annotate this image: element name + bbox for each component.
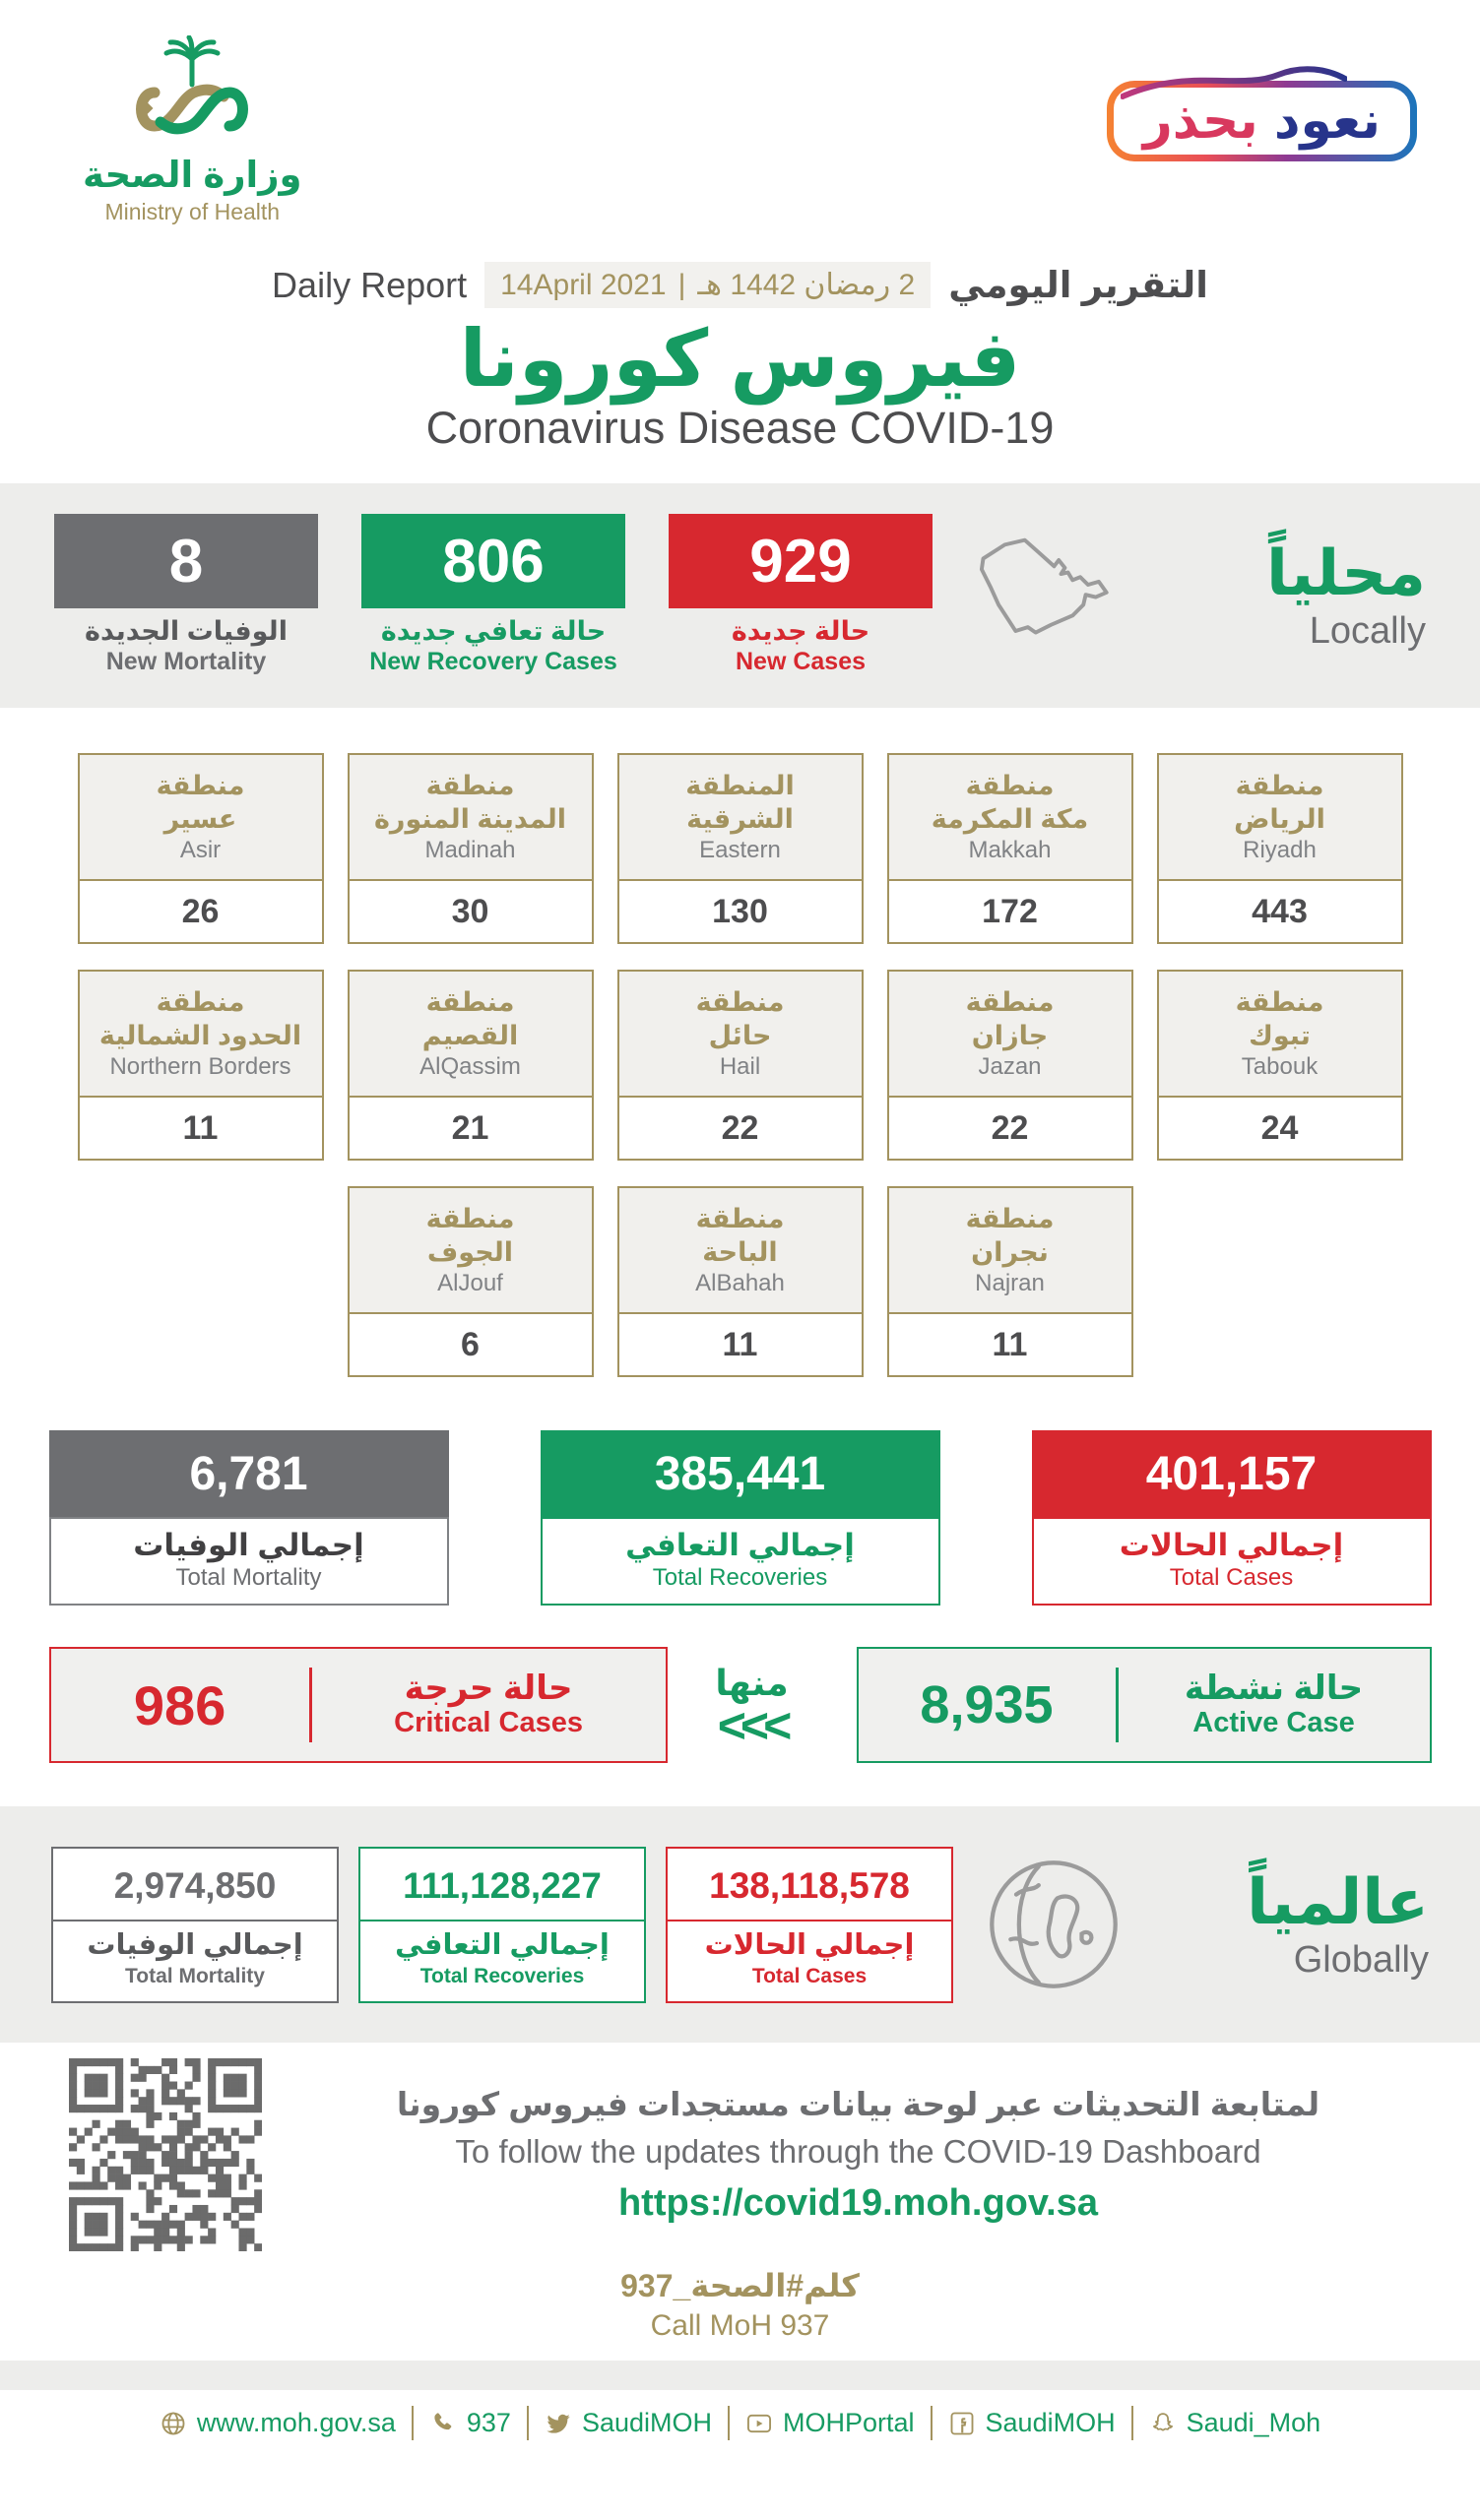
date-separator: | — [677, 268, 686, 301]
region-card-albahah — [617, 1186, 864, 1377]
region-name-ar-line2: الرياض — [1234, 803, 1325, 834]
region-name-en: Najran — [975, 1270, 1045, 1297]
moh-logo-english: Ministry of Health — [104, 199, 281, 224]
region-name-ar-line2: حائل — [708, 1020, 772, 1050]
twitter-icon — [545, 2410, 572, 2437]
region-card-header — [80, 972, 322, 1098]
region-name-ar-line2: مكة المكرمة — [931, 803, 1089, 834]
region-name-en: Hail — [719, 1053, 761, 1081]
region-albahah-new-cases: 11 — [722, 1325, 758, 1363]
moh-logo — [83, 35, 302, 225]
region-name-ar-line2: الجوف — [426, 1236, 514, 1267]
snapchat-icon — [1149, 2410, 1177, 2437]
footer-item-label: SaudiMOH — [985, 2408, 1116, 2438]
region-tabouk-new-cases: 24 — [1260, 1108, 1299, 1147]
footer-item-label: www.moh.gov.sa — [196, 2408, 396, 2438]
footer-divider-band — [0, 2361, 1480, 2390]
region-card-header — [619, 755, 862, 881]
region-card-northern-borders — [78, 970, 324, 1161]
local-heading — [1266, 538, 1426, 652]
region-card-header — [889, 755, 1131, 881]
region-name-ar-line2: الحدود الشمالية — [98, 1020, 302, 1050]
region-card-makkah — [887, 753, 1133, 944]
global-heading-arabic: عالمياً — [1247, 1866, 1429, 1938]
local-totals-row — [49, 1430, 1432, 1606]
footer-item-label: MOHPortal — [783, 2408, 915, 2438]
stat-new-mortality — [54, 514, 318, 677]
moh-logo-arabic: وزارة الصحة — [83, 155, 302, 195]
region-name-ar-line2: تبوك — [1249, 1020, 1311, 1050]
dashboard-text-english: To follow the updates through the COVID-19 Dashboard — [455, 2133, 1261, 2171]
footer-item-label: 937 — [466, 2408, 511, 2438]
total-recoveries — [541, 1430, 940, 1606]
footer-item-label: SaudiMOH — [581, 2408, 712, 2438]
region-row — [71, 1186, 1410, 1377]
region-name-ar-line1: منطقة — [425, 1203, 515, 1233]
stat-new-cases-label-ar: حالة جديدة — [731, 616, 870, 647]
case-breakdown-row — [49, 1647, 1432, 1763]
critical-cases-box — [49, 1647, 668, 1763]
region-card-hail — [617, 970, 864, 1161]
daily-report-label: Daily Report — [272, 264, 468, 305]
global-heading — [1247, 1867, 1429, 1981]
region-name-en: AlQassim — [419, 1053, 521, 1081]
dashboard-text-arabic: لمتابعة التحديثات عبر لوحة بيانات مستجدات فيروس كورونا — [396, 2086, 1320, 2123]
region-name-ar-line1: منطقة — [695, 986, 785, 1017]
call-moh-english: Call MoH 937 — [650, 2309, 830, 2343]
region-name-en: Jazan — [978, 1053, 1042, 1081]
region-name-en: Northern Borders — [109, 1053, 291, 1081]
total-mortality-value: 6,781 — [49, 1430, 449, 1517]
total-mortality-label: إجمالي الوفيات Total Mortality — [49, 1517, 449, 1606]
active-cases-label-ar: حالة نشطة — [1184, 1669, 1364, 1707]
region-northern-borders-new-cases: 11 — [182, 1108, 219, 1147]
region-card-header — [1159, 755, 1401, 881]
footer-item-937[interactable] — [412, 2406, 527, 2440]
critical-cases-label-ar: حالة حرجة — [404, 1669, 573, 1707]
total-mortality — [49, 1430, 449, 1606]
region-name-ar-line1: منطقة — [965, 770, 1055, 800]
region-name-ar-line1: منطقة — [1235, 986, 1324, 1017]
region-name-en: Asir — [179, 837, 222, 864]
youtube-icon — [745, 2410, 773, 2437]
region-name-en: Tabouk — [1241, 1053, 1319, 1081]
global-heading-english: Globally — [1293, 1938, 1429, 1981]
stat-new-cases — [669, 514, 933, 677]
region-madinah-new-cases: 30 — [451, 892, 489, 930]
region-eastern-new-cases: 130 — [712, 892, 768, 930]
daily-report-label-arabic: التقرير اليومي — [948, 265, 1208, 305]
region-card-najran — [887, 1186, 1133, 1377]
footer-item-www-moh-gov-sa[interactable] — [144, 2406, 412, 2440]
region-card-header — [80, 755, 322, 881]
footer-item-saudimoh[interactable] — [931, 2406, 1131, 2440]
moh-emblem-icon — [109, 35, 275, 152]
region-hail-new-cases: 22 — [721, 1108, 759, 1147]
global-total-mortality-value: 2,974,850 — [113, 1864, 277, 1906]
region-name-ar-line2: عسير — [163, 803, 237, 834]
region-name-en: Madinah — [424, 837, 516, 864]
local-heading-english: Locally — [1309, 609, 1426, 652]
badge-swoosh-icon — [1121, 61, 1347, 102]
region-name-ar-line1: منطقة — [425, 770, 515, 800]
stat-new-recovery-value: 806 — [361, 514, 625, 608]
qr-code — [69, 2058, 262, 2251]
stat-new-mortality-value: 8 — [54, 514, 318, 608]
of-which-label: منها — [715, 1662, 789, 1703]
saudi-arabia-map-icon — [960, 522, 1137, 669]
active-cases-value: 8,935 — [920, 1675, 1054, 1735]
region-card-header — [350, 1188, 592, 1314]
dashboard-section — [0, 2043, 1480, 2251]
region-card-header — [619, 972, 862, 1098]
total-cases — [1032, 1430, 1432, 1606]
region-name-ar-line1: المنطقة — [685, 770, 795, 800]
stat-new-cases-value: 929 — [669, 514, 933, 608]
report-date-chip — [484, 262, 931, 308]
footer-item-saudimoh[interactable] — [527, 2406, 728, 2440]
region-makkah-new-cases: 172 — [982, 892, 1038, 930]
stat-new-recovery — [361, 514, 625, 677]
page-title-arabic: فيروس كورونا — [459, 315, 1021, 403]
global-total-cases: 138,118,578 إجمالي الحالات Total Cases — [666, 1847, 953, 2003]
region-name-en: Makkah — [968, 837, 1052, 864]
date-gregorian: 14April 2021 — [500, 268, 667, 301]
region-card-jazan — [887, 970, 1133, 1161]
global-total-cases-value: 138,118,578 — [709, 1864, 910, 1906]
active-cases-label-en: Active Case — [1192, 1707, 1355, 1739]
region-card-header — [889, 1188, 1131, 1314]
footer-item-label: Saudi_Moh — [1186, 2408, 1321, 2438]
region-aljouf-new-cases: 6 — [461, 1325, 480, 1363]
regions-grid — [71, 753, 1410, 1377]
region-card-header — [619, 1188, 862, 1314]
total-recoveries-value: 385,441 — [541, 1430, 940, 1517]
region-name-ar-line1: منطقة — [156, 770, 245, 800]
return-with-caution-badge — [1107, 81, 1417, 161]
region-jazan-new-cases: 22 — [991, 1108, 1029, 1147]
region-card-asir — [78, 753, 324, 944]
region-name-ar-line2: الباحة — [702, 1236, 778, 1267]
region-card-alqassim — [348, 970, 594, 1161]
region-card-header — [889, 972, 1131, 1098]
stat-new-mortality-label-ar: الوفيات الجديدة — [85, 616, 288, 647]
region-card-header — [350, 972, 592, 1098]
call-moh-block — [0, 2267, 1480, 2343]
stat-new-cases-label-en: New Cases — [735, 647, 867, 675]
region-name-en: AlJouf — [437, 1270, 503, 1297]
of-which-indicator — [674, 1662, 831, 1753]
region-name-ar-line1: منطقة — [965, 986, 1055, 1017]
footer-item-saudi-moh[interactable] — [1131, 2406, 1337, 2440]
report-title-row — [0, 262, 1480, 308]
local-heading-arabic: محلياً — [1265, 537, 1426, 609]
region-alqassim-new-cases: 21 — [451, 1108, 489, 1147]
region-asir-new-cases: 26 — [181, 892, 220, 930]
call-moh-arabic: كلم#الصحة_937 — [620, 2268, 860, 2304]
region-card-riyadh — [1157, 753, 1403, 944]
footer-contacts — [0, 2406, 1480, 2440]
critical-cases-label-en: Critical Cases — [394, 1707, 583, 1739]
stat-new-recovery-label-en: New Recovery Cases — [369, 647, 617, 675]
region-name-ar-line2: المدينة المنورة — [373, 803, 567, 834]
region-name-ar-line2: نجران — [971, 1236, 1049, 1267]
region-row — [71, 753, 1410, 944]
globe-icon — [979, 1850, 1128, 1999]
local-section — [0, 483, 1480, 708]
total-recoveries-label: إجمالي التعافي Total Recoveries — [541, 1517, 940, 1606]
region-card-header — [1159, 972, 1401, 1098]
total-cases-label: إجمالي الحالات Total Cases — [1032, 1517, 1432, 1606]
region-name-ar-line1: منطقة — [1235, 770, 1324, 800]
region-card-header — [350, 755, 592, 881]
global-section — [0, 1806, 1480, 2043]
region-name-ar-line1: منطقة — [695, 1203, 785, 1233]
footer-item-mohportal[interactable] — [728, 2406, 931, 2440]
badge-word-naoud: نعود — [1273, 93, 1381, 150]
dashboard-url-link[interactable]: https://covid19.moh.gov.sa — [617, 2182, 1099, 2225]
page-title-english: Coronavirus Disease COVID-19 — [425, 403, 1055, 453]
critical-cases-value: 986 — [133, 1673, 226, 1736]
badge-word-bihathar: بحذر — [1142, 93, 1258, 150]
global-total-recoveries-value: 111,128,227 — [403, 1864, 602, 1906]
global-total-recoveries: 111,128,227 إجمالي التعافي Total Recoveries — [358, 1847, 646, 2003]
region-riyadh-new-cases: 443 — [1252, 892, 1308, 930]
region-card-madinah — [348, 753, 594, 944]
total-cases-value: 401,157 — [1032, 1430, 1432, 1517]
region-name-ar-line2: الشرقية — [686, 803, 794, 834]
header — [0, 0, 1480, 236]
chevrons-left-icon: <<< — [717, 1697, 787, 1753]
stat-new-mortality-label-en: New Mortality — [105, 647, 267, 675]
region-name-ar-line1: منطقة — [425, 986, 515, 1017]
region-card-aljouf — [348, 1186, 594, 1377]
region-name-ar-line1: منطقة — [965, 1203, 1055, 1233]
facebook-icon — [948, 2410, 976, 2437]
region-najran-new-cases: 11 — [992, 1325, 1028, 1363]
global-total-mortality: 2,974,850 إجمالي الوفيات Total Mortality — [51, 1847, 339, 2003]
region-row — [71, 970, 1410, 1161]
region-name-en: Eastern — [699, 837, 781, 864]
local-daily-stats — [54, 514, 933, 677]
region-name-ar-line2: القصيم — [421, 1020, 519, 1050]
phone-icon — [429, 2410, 457, 2437]
region-card-eastern — [617, 753, 864, 944]
region-name-ar-line1: منطقة — [156, 986, 245, 1017]
global-totals-row — [51, 1847, 953, 2003]
active-cases-box — [857, 1647, 1432, 1763]
region-name-en: Riyadh — [1243, 837, 1317, 864]
date-hijri: 2 رمضان 1442 هـ — [697, 269, 916, 301]
stat-new-recovery-label-ar: حالة تعافي جديدة — [380, 616, 607, 647]
region-name-ar-line2: جازان — [971, 1020, 1049, 1050]
region-name-en: AlBahah — [695, 1270, 785, 1297]
region-card-tabouk — [1157, 970, 1403, 1161]
globe-icon — [160, 2410, 187, 2437]
